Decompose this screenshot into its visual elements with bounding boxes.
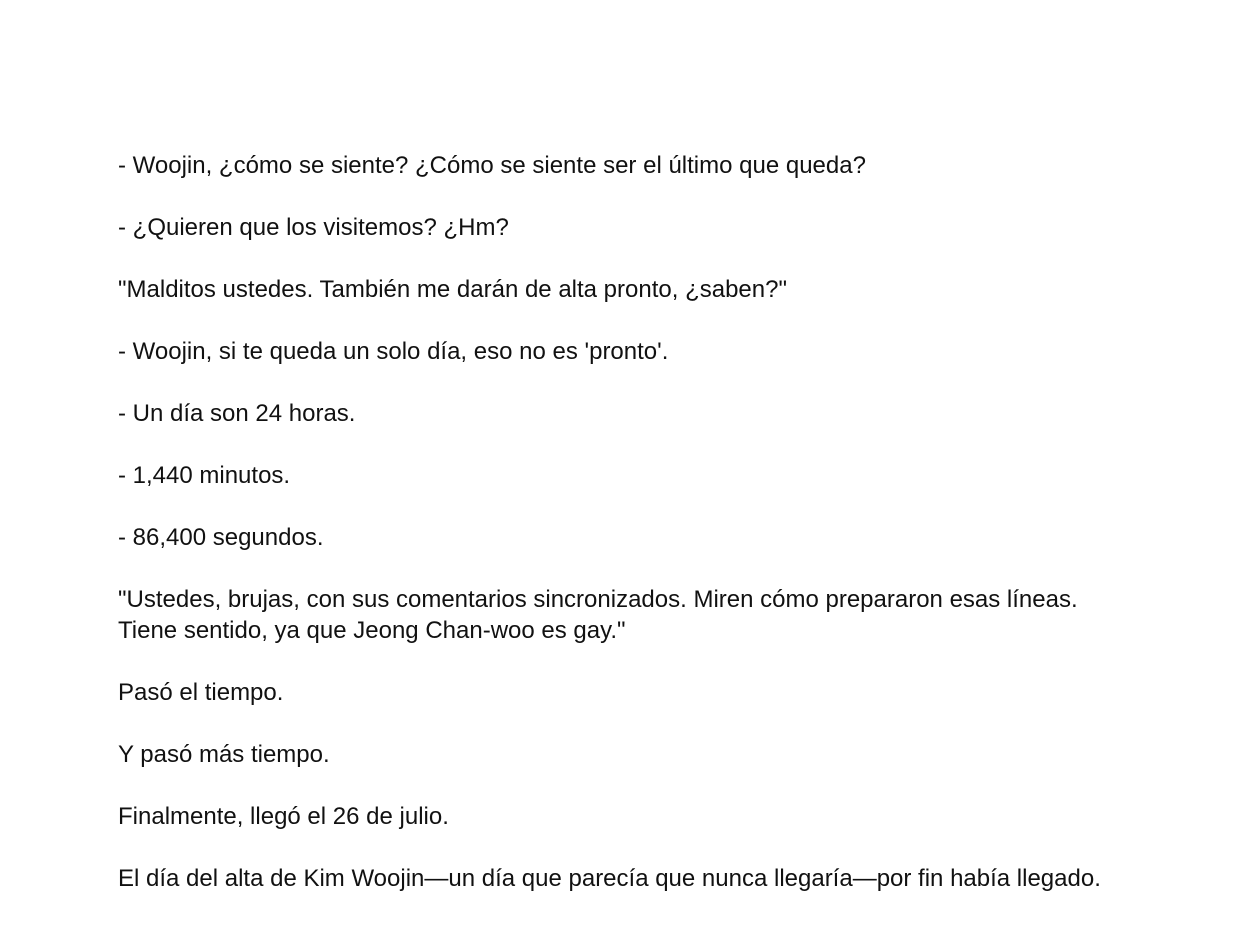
paragraph-narration-2: Y pasó más tiempo.	[118, 741, 330, 768]
paragraph-narration-4: El día del alta de Kim Woojin—un día que parecía que nunca llegaría—por fin había llegado.	[118, 865, 1101, 892]
paragraph-dialogue-3: - Woojin, si te queda un solo día, eso no es 'pronto'.	[118, 338, 669, 365]
paragraph-dialogue-5: - 1,440 minutos.	[118, 462, 291, 489]
paragraph-dialogue-4: - Un día son 24 horas.	[118, 400, 356, 427]
document-page	[118, 150, 1128, 925]
paragraph-narration-1: Pasó el tiempo.	[118, 679, 284, 706]
paragraph-dialogue-2: - ¿Quieren que los visitemos? ¿Hm?	[118, 214, 509, 241]
paragraph-quote-2: "Ustedes, brujas, con sus comentarios sincronizados. Miren cómo prepararon esas líneas. Tiene sentido, ya que Jeong Chan-woo es gay."	[118, 586, 1078, 644]
paragraph-dialogue-6: - 86,400 segundos.	[118, 524, 324, 551]
paragraph-dialogue-1: - Woojin, ¿cómo se siente? ¿Cómo se siente ser el último que queda?	[118, 152, 866, 179]
paragraph-narration-3: Finalmente, llegó el 26 de julio.	[118, 803, 449, 830]
paragraph-quote-1: "Malditos ustedes. También me darán de alta pronto, ¿saben?"	[118, 276, 787, 303]
